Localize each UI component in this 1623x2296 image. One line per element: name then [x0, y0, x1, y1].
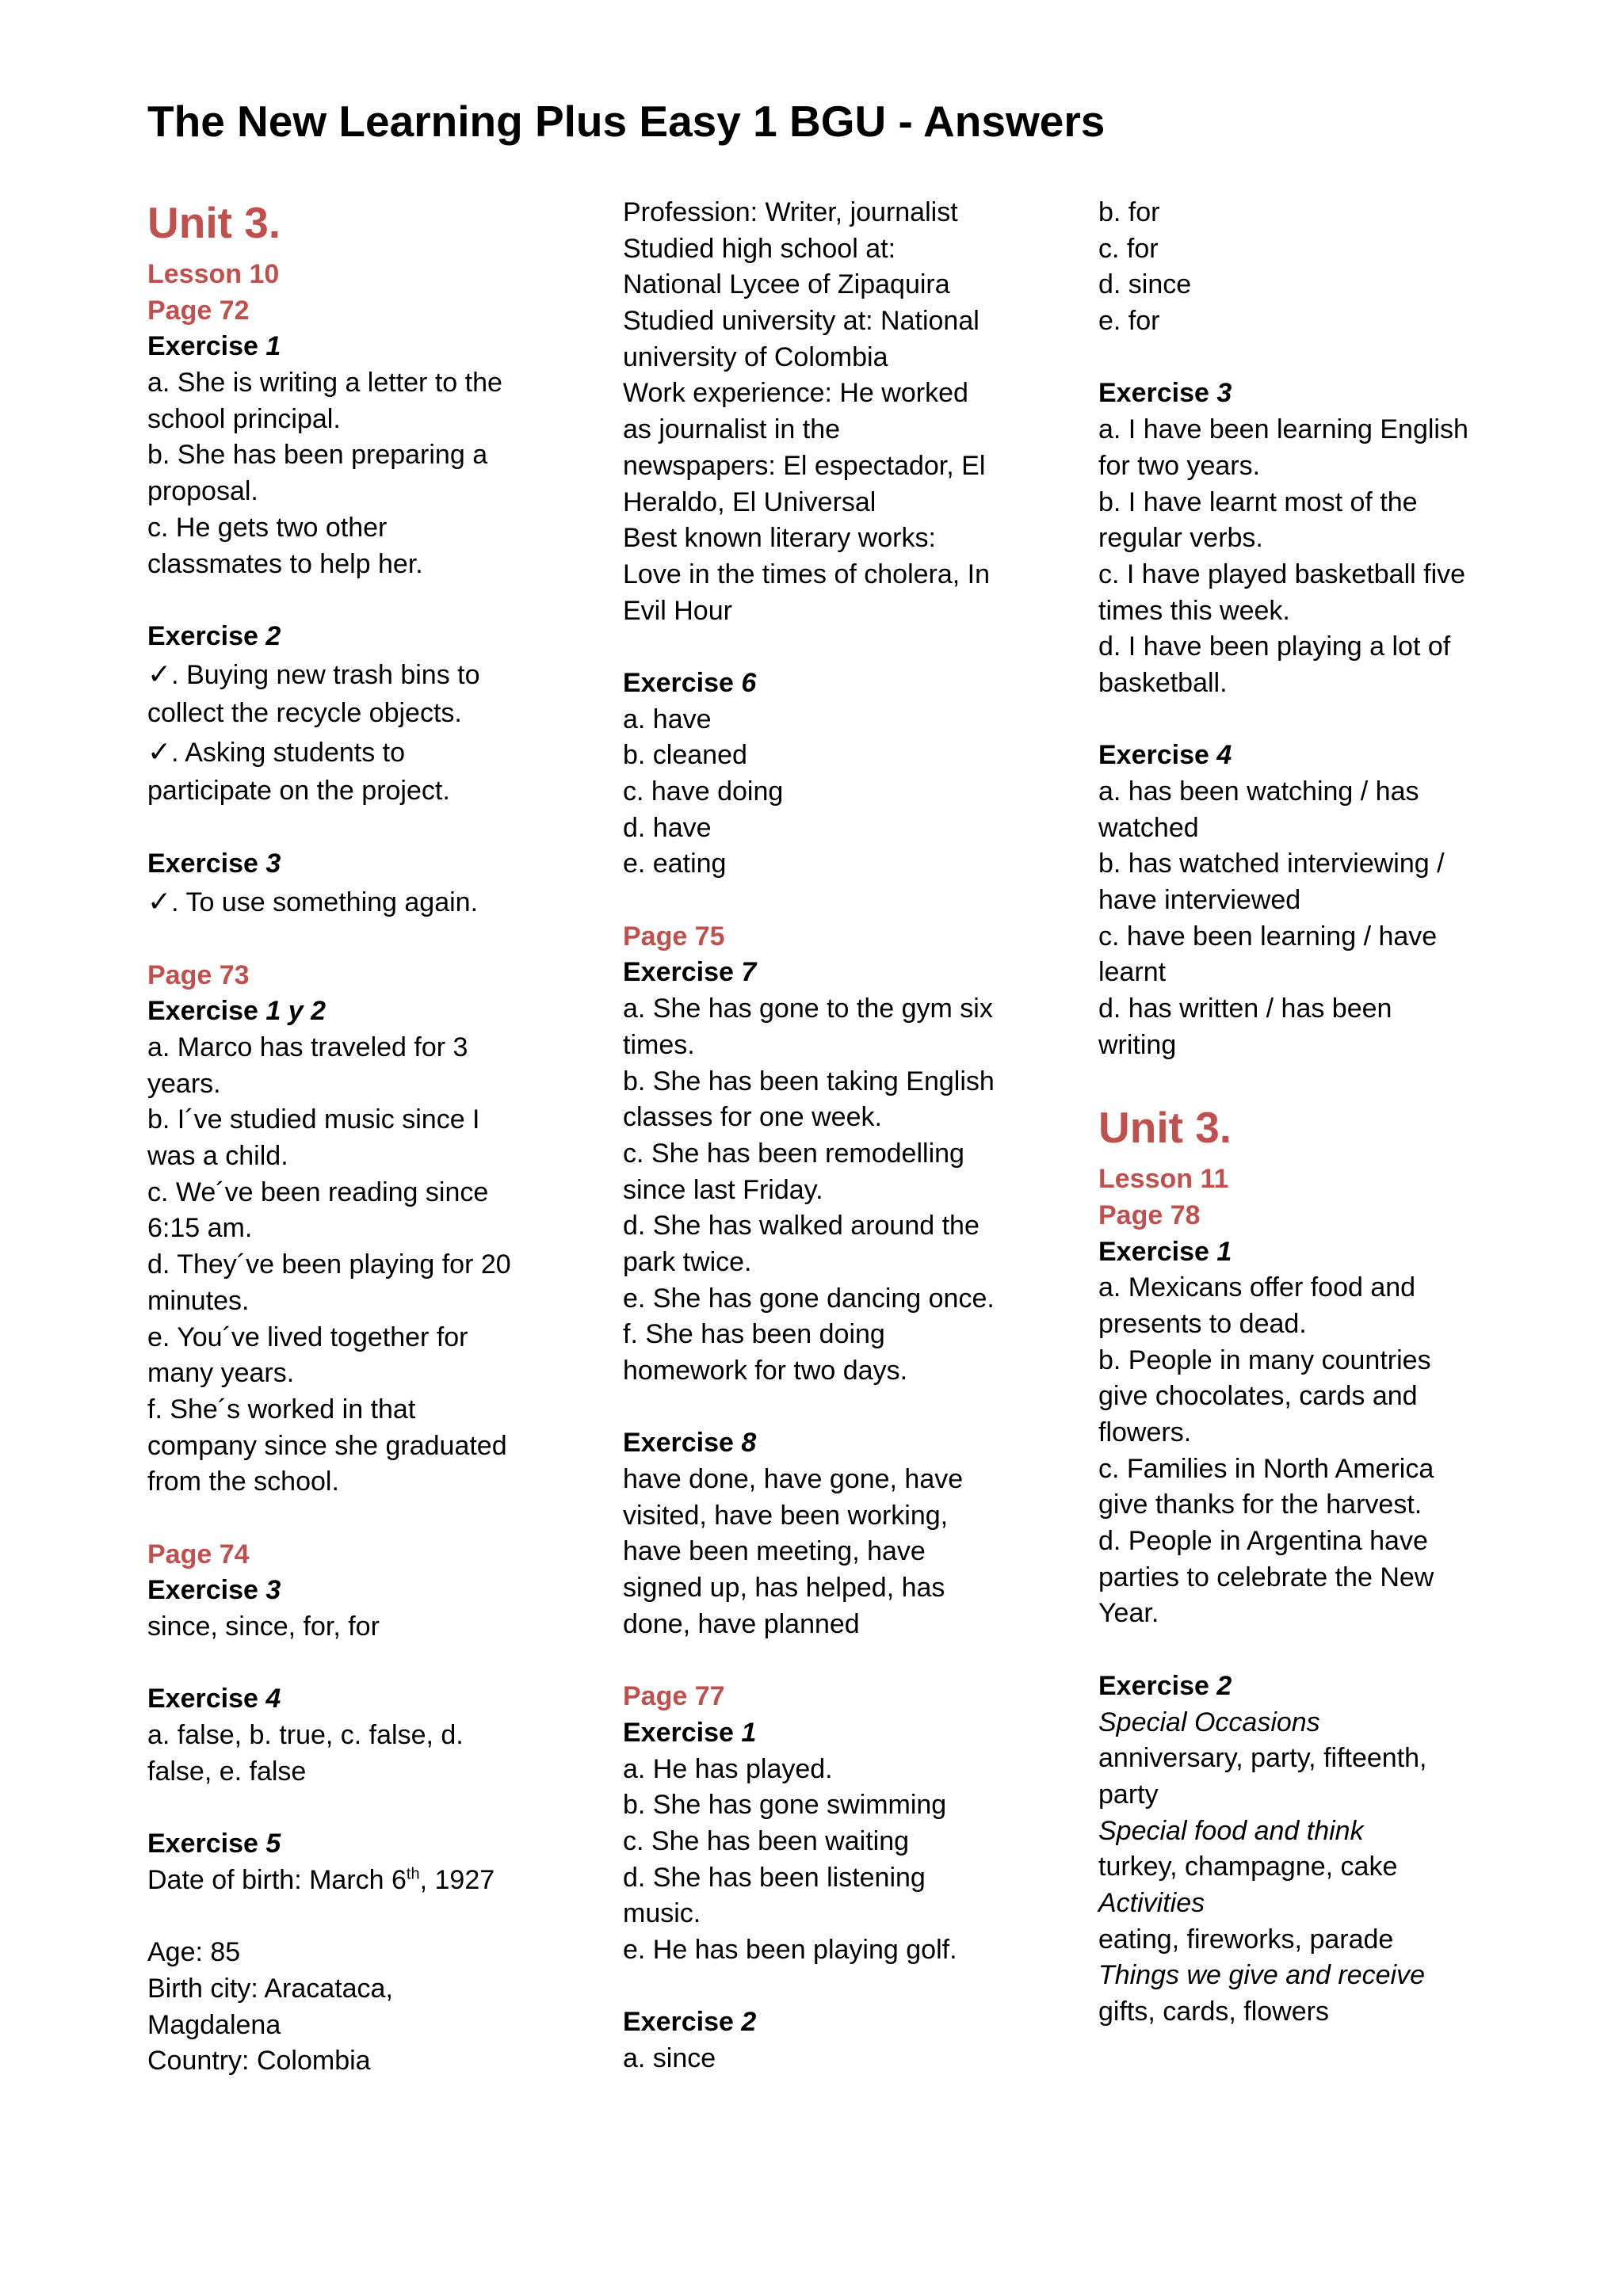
- lesson-heading: Lesson 10: [147, 259, 280, 289]
- answer-line: writing: [1098, 1029, 1177, 1060]
- answer-line: basketball.: [1098, 667, 1228, 698]
- exercise-heading: Exercise 3: [1098, 378, 1232, 409]
- spacer: [147, 921, 544, 958]
- exercise-heading: Exercise 8: [623, 1428, 757, 1459]
- answer-line: e. for: [1098, 306, 1160, 337]
- answer-line: gifts, cards, flowers: [1098, 1997, 1329, 2027]
- answer-line: c. have doing: [623, 776, 784, 807]
- unit-heading: Unit 3.: [1098, 1103, 1232, 1153]
- answer-line: as journalist in the: [623, 414, 841, 445]
- answer-line: proposal.: [147, 476, 258, 507]
- answer-line: f. She has been doing: [623, 1319, 885, 1350]
- spacer: [1098, 1632, 1495, 1669]
- answer-line: c. She has been waiting: [623, 1825, 910, 1856]
- spacer: [147, 1501, 544, 1537]
- answer-line: Date of birth: March 6th, 1927: [147, 1864, 495, 1895]
- exercise-heading: Exercise 1: [1098, 1236, 1232, 1267]
- answer-line: d. People in Argentina have: [1098, 1526, 1428, 1557]
- answer-line: b. She has been preparing a: [147, 440, 488, 471]
- answer-line: 6:15 am.: [147, 1213, 253, 1244]
- exercise-heading: Exercise 2: [1098, 1670, 1232, 1701]
- answer-line: eating, fireworks, parade: [1098, 1924, 1394, 1955]
- answer-line: Love in the times of cholera, In: [623, 559, 991, 589]
- answer-line: b. cleaned: [623, 740, 747, 771]
- answer-line: turkey, champagne, cake: [1098, 1852, 1398, 1882]
- answer-line: company since she graduated: [147, 1430, 507, 1461]
- answer-line: f. She´s worked in that: [147, 1394, 416, 1425]
- answer-line: give chocolates, cards and: [1098, 1381, 1418, 1412]
- answer-line: d. have: [623, 812, 712, 843]
- answer-line: since last Friday.: [623, 1174, 823, 1205]
- exercise-heading: Exercise 1 y 2: [147, 996, 326, 1027]
- column-2: [623, 195, 1019, 2077]
- answer-line: d. I have been playing a lot of: [1098, 631, 1451, 662]
- page-heading: Page 74: [147, 1539, 250, 1569]
- page-heading: Page 75: [623, 921, 725, 952]
- answer-line: Best known literary works:: [623, 523, 936, 554]
- answer-line: times.: [623, 1029, 695, 1060]
- check-icon: ✓: [147, 885, 172, 918]
- answer-line: National Lycee of Zipaquira: [623, 269, 950, 300]
- answer-line: e. You´ve lived together for: [147, 1322, 468, 1352]
- spacer: [147, 1646, 544, 1682]
- answer-line: flowers.: [1098, 1417, 1192, 1447]
- answer-line: c. have been learning / have: [1098, 921, 1438, 952]
- spacer: [623, 1969, 1019, 2005]
- answer-line: Magdalena: [147, 2009, 281, 2040]
- answer-line: c. I have played basketball five: [1098, 559, 1466, 589]
- spacer: [1098, 702, 1495, 738]
- answer-line: d. since: [1098, 269, 1192, 300]
- answer-line: parties to celebrate the New: [1098, 1562, 1434, 1592]
- page-heading: Page 78: [1098, 1199, 1201, 1230]
- column-1: [147, 195, 544, 2080]
- answer-line: minutes.: [147, 1285, 250, 1316]
- answer-line: music.: [623, 1898, 701, 1929]
- answer-line: e. He has been playing golf.: [623, 1935, 957, 1965]
- answer-line: Birth city: Aracataca,: [147, 1973, 393, 2004]
- answer-line: a. false, b. true, c. false, d.: [147, 1720, 464, 1751]
- answer-line: Year.: [1098, 1598, 1159, 1629]
- column-3: [1098, 195, 1495, 2031]
- spacer: [623, 629, 1019, 666]
- answer-line: false, e. false: [147, 1756, 307, 1787]
- spacer: [623, 1643, 1019, 1680]
- answer-line: classes for one week.: [623, 1102, 882, 1133]
- answer-line: party: [1098, 1779, 1159, 1810]
- page-heading: Page 77: [623, 1681, 725, 1712]
- answer-line: a. Marco has traveled for 3: [147, 1032, 468, 1062]
- exercise-heading: Exercise 4: [147, 1684, 281, 1714]
- exercise-heading: Exercise 3: [147, 1575, 281, 1606]
- answer-line: a. She has gone to the gym six: [623, 994, 993, 1024]
- answer-line: was a child.: [147, 1141, 288, 1172]
- check-icon: ✓: [147, 735, 172, 769]
- answer-line: b. People in many countries: [1098, 1344, 1431, 1375]
- exercise-heading: Exercise 1: [623, 1717, 757, 1748]
- answer-line: Country: Colombia: [147, 2046, 371, 2077]
- answer-line: learnt: [1098, 957, 1167, 988]
- answer-line: a. since: [623, 2043, 716, 2074]
- answer-line: presents to dead.: [1098, 1308, 1307, 1339]
- answer-line: homework for two days.: [623, 1356, 908, 1386]
- answer-line: ✓. Buying new trash bins to: [147, 658, 480, 691]
- answer-line: a. I have been learning English: [1098, 414, 1468, 445]
- answer-line: d. She has been listening: [623, 1862, 926, 1893]
- exercise-heading: Exercise 5: [147, 1829, 281, 1859]
- answer-line: a. Mexicans offer food and: [1098, 1272, 1416, 1303]
- answer-line: classmates to help her.: [147, 548, 423, 579]
- spacer: [623, 1390, 1019, 1426]
- category-label: Special Occasions: [1098, 1707, 1320, 1737]
- answer-line: b. has watched interviewing /: [1098, 849, 1445, 879]
- answer-line: visited, have been working,: [623, 1500, 949, 1531]
- answer-line: regular verbs.: [1098, 523, 1263, 554]
- document-title: The New Learning Plus Easy 1 BGU - Answers: [147, 97, 1106, 146]
- answer-line: watched: [1098, 812, 1199, 843]
- answer-line: anniversary, party, fifteenth,: [1098, 1743, 1427, 1774]
- answer-line: collect the recycle objects.: [147, 697, 462, 728]
- answer-line: signed up, has helped, has: [623, 1573, 945, 1604]
- exercise-heading: Exercise 2: [147, 620, 281, 651]
- check-icon: ✓: [147, 658, 172, 691]
- answer-line: ✓. To use something again.: [147, 885, 479, 918]
- answer-line: a. has been watching / has: [1098, 776, 1419, 807]
- answer-line: since, since, for, for: [147, 1611, 380, 1642]
- lesson-heading: Lesson 11: [1098, 1164, 1229, 1195]
- answer-line: c. She has been remodelling: [623, 1138, 964, 1169]
- answer-line: Age: 85: [147, 1937, 241, 1968]
- page-heading: Page 72: [147, 295, 250, 326]
- exercise-heading: Exercise 2: [623, 2007, 757, 2038]
- spacer: [147, 810, 544, 847]
- exercise-heading: Exercise 3: [147, 849, 281, 879]
- answer-line: years.: [147, 1068, 221, 1099]
- answer-line: participate on the project.: [147, 775, 450, 806]
- answer-line: times this week.: [1098, 595, 1290, 626]
- unit-heading: Unit 3.: [147, 198, 281, 247]
- answer-line: a. have: [623, 704, 712, 734]
- answer-line: e. eating: [623, 849, 727, 879]
- answer-line: give thanks for the harvest.: [1098, 1489, 1423, 1520]
- answer-line: b. I have learnt most of the: [1098, 486, 1418, 517]
- answer-line: d. has written / has been: [1098, 994, 1392, 1024]
- answer-line: b. I´ve studied music since I: [147, 1104, 480, 1135]
- answer-line: d. She has walked around the: [623, 1211, 980, 1241]
- exercise-heading: Exercise 7: [623, 957, 757, 988]
- answer-line: c. We´ve been reading since: [147, 1177, 489, 1207]
- answer-line: Studied university at: National: [623, 306, 980, 337]
- spacer: [623, 883, 1019, 919]
- page-heading: Page 73: [147, 959, 250, 990]
- exercise-heading: Exercise 4: [1098, 740, 1232, 771]
- answer-line: school principal.: [147, 403, 341, 434]
- answer-line: ✓. Asking students to: [147, 735, 406, 769]
- answer-line: Evil Hour: [623, 595, 732, 626]
- answer-line: Work experience: He worked: [623, 378, 968, 409]
- answer-line: d. They´ve been playing for 20: [147, 1249, 511, 1280]
- spacer: [147, 1790, 544, 1826]
- answer-line: c. for: [1098, 233, 1159, 264]
- spacer: [1098, 340, 1495, 376]
- answer-line: Heraldo, El Universal: [623, 486, 876, 517]
- answer-line: done, have planned: [623, 1608, 860, 1639]
- exercise-heading: Exercise 1: [147, 331, 281, 362]
- exercise-heading: Exercise 6: [623, 667, 757, 698]
- answer-line: c. Families in North America: [1098, 1453, 1434, 1484]
- answer-line: c. He gets two other: [147, 512, 388, 543]
- spacer: [1098, 1064, 1495, 1100]
- answer-line: have interviewed: [1098, 885, 1301, 916]
- spacer: [147, 1899, 544, 1936]
- answer-line: have been meeting, have: [623, 1536, 926, 1567]
- spacer: [147, 582, 544, 619]
- category-label: Activities: [1098, 1887, 1205, 1918]
- answer-line: a. He has played.: [623, 1753, 833, 1784]
- category-label: Things we give and receive: [1098, 1960, 1426, 1991]
- answer-line: b. She has gone swimming: [623, 1790, 947, 1821]
- answer-line: b. for: [1098, 197, 1160, 227]
- answer-line: many years.: [147, 1358, 295, 1389]
- answer-line: newspapers: El espectador, El: [623, 450, 986, 481]
- answer-line: from the school.: [147, 1466, 339, 1497]
- answer-line: Profession: Writer, journalist: [623, 197, 958, 227]
- answer-line: have done, have gone, have: [623, 1464, 964, 1495]
- answer-line: park twice.: [623, 1246, 752, 1277]
- answer-line: university of Colombia: [623, 341, 888, 372]
- answer-line: b. She has been taking English: [623, 1066, 995, 1097]
- answer-line: Studied high school at:: [623, 233, 896, 264]
- answer-line: for two years.: [1098, 450, 1261, 481]
- category-label: Special food and think: [1098, 1815, 1364, 1846]
- answer-line: e. She has gone dancing once.: [623, 1283, 995, 1314]
- answer-line: a. She is writing a letter to the: [147, 368, 502, 399]
